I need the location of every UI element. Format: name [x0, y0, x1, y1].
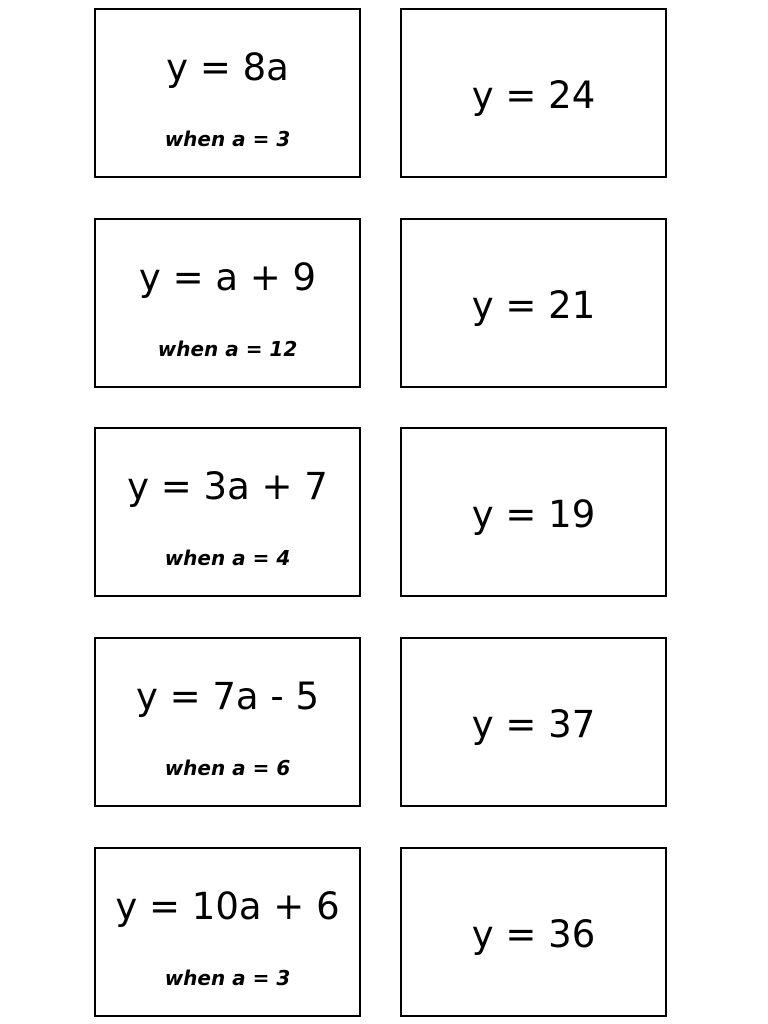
answer-card [400, 8, 667, 178]
card-answer: y = 19 [471, 493, 596, 536]
answer-card [400, 637, 667, 807]
card-condition: when a = 3 [164, 966, 291, 990]
card-expression: y = a + 9 [138, 256, 317, 299]
answer-card [400, 218, 667, 388]
question-card [94, 637, 361, 807]
question-card [94, 427, 361, 597]
card-answer: y = 36 [471, 913, 596, 956]
question-card [94, 218, 361, 388]
card-expression: y = 10a + 6 [115, 885, 340, 928]
card-condition: when a = 3 [164, 127, 291, 151]
card-condition: when a = 6 [164, 756, 291, 780]
card-expression: y = 3a + 7 [127, 465, 328, 508]
question-card [94, 847, 361, 1017]
question-card [94, 8, 361, 178]
card-answer: y = 24 [471, 74, 596, 117]
answer-card [400, 427, 667, 597]
card-condition: when a = 12 [157, 337, 298, 361]
card-expression: y = 8a [166, 46, 289, 89]
card-answer: y = 21 [471, 284, 596, 327]
card-expression: y = 7a - 5 [135, 675, 320, 718]
card-answer: y = 37 [471, 703, 596, 746]
answer-card [400, 847, 667, 1017]
card-condition: when a = 4 [164, 546, 291, 570]
